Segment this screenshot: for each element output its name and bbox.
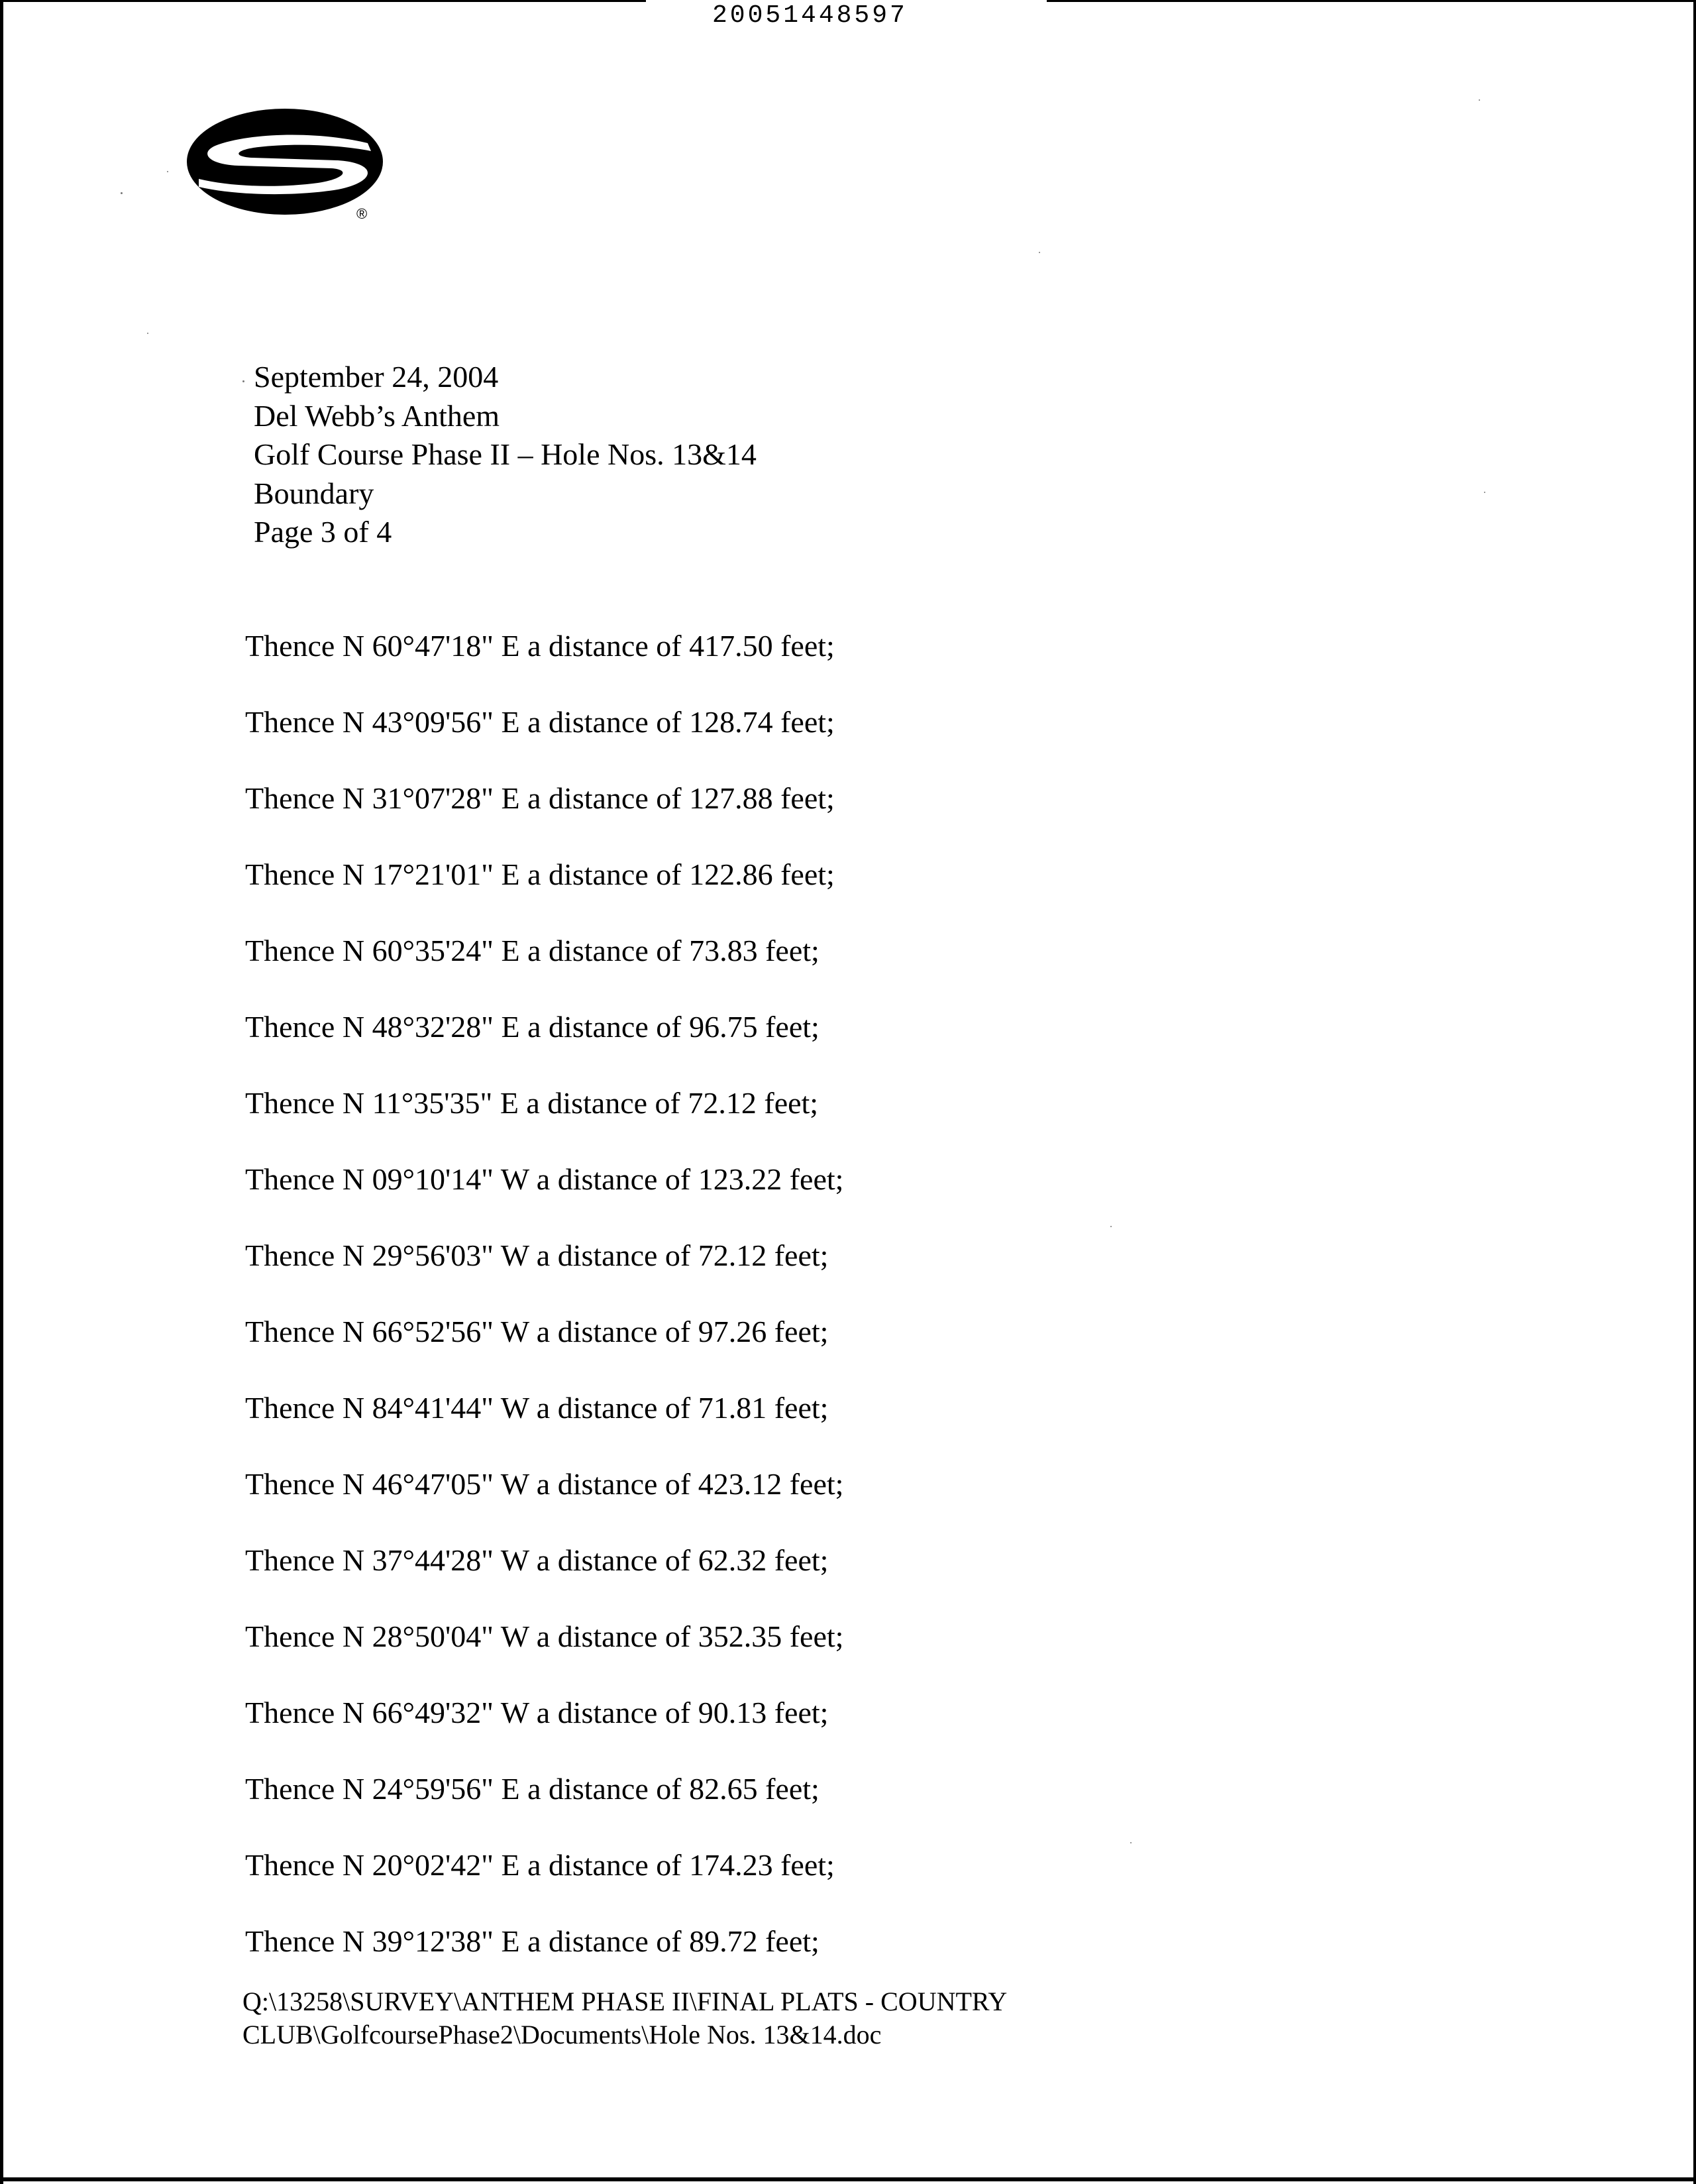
page-border-left bbox=[0, 0, 3, 2184]
course-line: Thence N 60°35'24" E a distance of 73.83 feet; bbox=[245, 934, 820, 967]
course-line: Thence N 66°52'56" W a distance of 97.26 feet; bbox=[245, 1315, 829, 1348]
course-line: Thence N 09°10'14" W a distance of 123.22 feet; bbox=[245, 1162, 844, 1196]
course-line: Thence N 48°32'28" E a distance of 96.75 feet; bbox=[245, 1010, 820, 1044]
scan-speck bbox=[1484, 492, 1485, 493]
page-border-top-left bbox=[0, 0, 646, 2]
scan-speck bbox=[121, 192, 123, 194]
course-line: Thence N 66°49'32" W a distance of 90.13 feet; bbox=[245, 1696, 829, 1729]
header-subject: Boundary bbox=[254, 476, 374, 510]
course-line: Thence N 37°44'28" W a distance of 62.32 feet; bbox=[245, 1543, 829, 1577]
file-path-line-2: CLUB\GolfcoursePhase2\Documents\Hole Nos. 13&14.doc bbox=[242, 2020, 882, 2049]
registered-mark: ® bbox=[356, 205, 368, 222]
scan-speck bbox=[167, 171, 168, 172]
scan-speck bbox=[1479, 99, 1480, 101]
scan-speck bbox=[1130, 1842, 1132, 1843]
scan-speck bbox=[242, 380, 244, 382]
header-project: Del Webb’s Anthem bbox=[254, 398, 500, 433]
scan-speck bbox=[1039, 252, 1040, 253]
file-path-line-1: Q:\13258\SURVEY\ANTHEM PHASE II\FINAL PLATS - COUNTRY bbox=[242, 1987, 1008, 2016]
header-page-number: Page 3 of 4 bbox=[254, 515, 392, 549]
scan-speck bbox=[147, 333, 148, 334]
page-border-top-right bbox=[1047, 0, 1696, 2]
course-line: Thence N 39°12'38" E a distance of 89.72 feet; bbox=[245, 1924, 820, 1958]
course-line: Thence N 24°59'56" E a distance of 82.65 feet; bbox=[245, 1772, 820, 1806]
header-phase: Golf Course Phase II – Hole Nos. 13&14 bbox=[254, 437, 757, 471]
course-line: Thence N 84°41'44" W a distance of 71.81 feet; bbox=[245, 1391, 829, 1425]
page-border-right bbox=[1693, 0, 1696, 2184]
course-line: Thence N 20°02'42" E a distance of 174.23 feet; bbox=[245, 1848, 835, 1882]
course-line: Thence N 17°21'01" E a distance of 122.86 feet; bbox=[245, 857, 835, 891]
file-path-footer bbox=[242, 1985, 1007, 2051]
company-logo bbox=[179, 105, 398, 224]
course-line: Thence N 46°47'05" W a distance of 423.12 feet; bbox=[245, 1467, 844, 1501]
boundary-course-list bbox=[245, 627, 1305, 1998]
scan-speck bbox=[1110, 1226, 1112, 1227]
header-date: September 24, 2004 bbox=[254, 360, 499, 394]
course-line: Thence N 11°35'35" E a distance of 72.12 feet; bbox=[245, 1086, 819, 1120]
course-line: Thence N 31°07'28" E a distance of 127.88 feet; bbox=[245, 781, 835, 815]
stylized-s-oval-logo-icon bbox=[179, 105, 398, 224]
course-line: Thence N 60°47'18" E a distance of 417.50 feet; bbox=[245, 629, 835, 663]
page-border-bottom bbox=[0, 2177, 1696, 2181]
document-header bbox=[254, 358, 757, 552]
course-line: Thence N 29°56'03" W a distance of 72.12 feet; bbox=[245, 1238, 829, 1272]
course-line: Thence N 28°50'04" W a distance of 352.35 feet; bbox=[245, 1619, 844, 1653]
document-id-stamp: 20051448597 bbox=[712, 1, 908, 30]
course-line: Thence N 43°09'56" E a distance of 128.74 feet; bbox=[245, 705, 835, 739]
